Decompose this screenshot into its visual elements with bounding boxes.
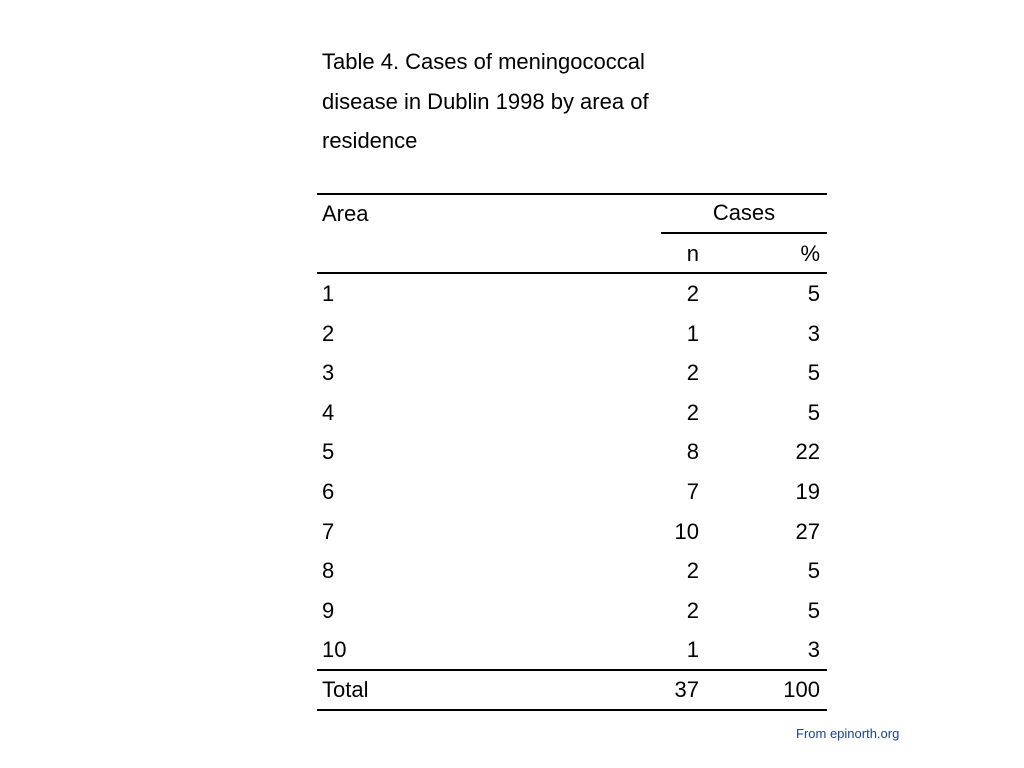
row-n: 2 [686, 281, 699, 306]
row-percent: 5 [807, 281, 820, 306]
row-area: 8 [322, 558, 335, 584]
header-area: Area [322, 201, 369, 226]
row-area: 9 [322, 597, 335, 623]
row-percent: 5 [807, 597, 820, 623]
header-n: n [686, 241, 699, 266]
table-title [322, 42, 742, 161]
row-area: 4 [322, 399, 335, 425]
row-percent: 3 [807, 637, 820, 663]
total-label: Total [322, 677, 369, 702]
row-percent: 19 [795, 479, 820, 504]
row-percent: 5 [807, 399, 820, 425]
row-area: 3 [322, 360, 335, 386]
row-n: 2 [686, 597, 699, 623]
row-area: 10 [322, 637, 347, 663]
row-n: 2 [686, 558, 699, 584]
table-bottom-rule [317, 709, 827, 711]
row-percent: 3 [807, 320, 820, 346]
row-percent: 5 [807, 558, 820, 584]
table-title-line-3: residence [322, 128, 418, 153]
source-credit: From epinorth.org [796, 726, 900, 741]
row-n: 8 [686, 439, 699, 465]
total-n: 37 [674, 677, 699, 702]
row-area: 1 [322, 281, 335, 306]
row-n: 1 [686, 320, 699, 346]
row-n: 10 [674, 518, 699, 544]
row-area: 7 [322, 518, 335, 544]
row-percent: 22 [795, 439, 820, 465]
table-title-line-2: disease in Dublin 1998 by area of [322, 88, 649, 114]
header-percent: % [800, 241, 820, 266]
table-title-line-1: Table 4. Cases of meningococcal [322, 49, 645, 74]
row-percent: 5 [807, 360, 820, 386]
row-area: 6 [322, 479, 335, 504]
header-cases: Cases [712, 200, 776, 225]
row-n: 2 [686, 360, 699, 386]
row-n: 2 [686, 399, 699, 425]
row-n: 7 [686, 479, 699, 504]
row-percent: 27 [795, 518, 820, 544]
row-area: 5 [322, 439, 335, 465]
row-area: 2 [322, 320, 335, 346]
total-percent: 100 [783, 677, 820, 702]
row-n: 1 [686, 637, 699, 663]
